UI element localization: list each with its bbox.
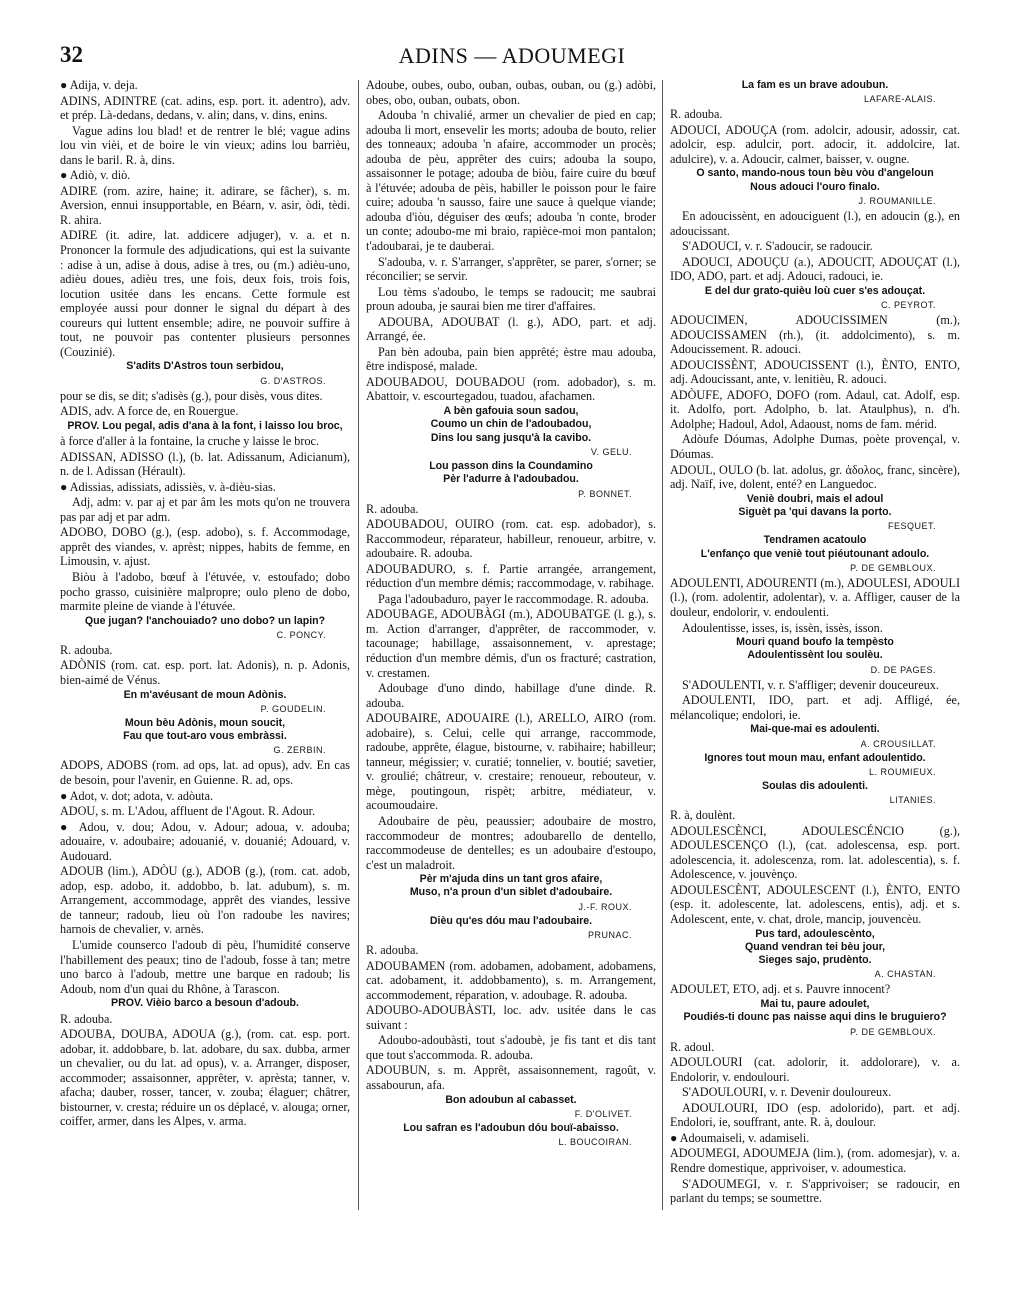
quotation <box>60 717 350 744</box>
dictionary-entry: R. adouba. <box>60 642 113 657</box>
quotation-source: P. DE GEMBLOUX. <box>850 1026 936 1037</box>
quotation-source: P. GOUDELIN. <box>260 703 326 714</box>
quotation-source: V. GELU. <box>590 446 632 457</box>
dictionary-entry: ADOUBA, DOUBA, ADOUA (g.), (rom. cat. esp. port. adobar, it. addobbare, b. lat. adobare, du sax. dubba, armer un chevalier, ou du lat. ad opus), v. a. Arranger, disposer, accommoder; assaisonner, apprêter, v. aprèsta; tanner, v. afacha; dauber, rosser, tancer, v. zouba; élaguer; châtrer, bistourner, v. cresta; réduire un os déplacé, v. alouga; orner, coiffer, armer, dans les Alpes, v. arma. <box>60 1027 350 1129</box>
dictionary-entry: R. à, doulènt. <box>670 808 736 823</box>
column-left <box>60 78 350 1293</box>
quotation <box>670 534 960 561</box>
quotation <box>670 780 960 793</box>
dictionary-entry: R. adouba. <box>366 943 419 958</box>
quotation-source: LAFARE-ALAIS. <box>863 94 936 105</box>
quotation-line: Mai tu, paure adoulet, <box>760 997 870 1010</box>
quotation-source: LITANIES. <box>889 795 936 806</box>
dictionary-entry: ADOULENTI, ADOURENTI (m.), ADOULESI, ADOULI (l.), (rom. adolentir, adolentar), v. a. Affliger, causer de la douleur, endolorir, v. endoulenti. <box>670 575 960 619</box>
quotation-line: Veniè doubri, mais el adoul <box>746 492 884 505</box>
quotation-source: C. PEYROT. <box>880 300 936 311</box>
dictionary-entry: Adouba 'n chivalié, armer un chevalier de pied en cap; adouba li mort, ensevelir les morts; adouba de bouto, relier des tonneaux; adouba 'n afaire, accommoder un procès; adouba de pèu, apprêter des cuirs; adouba la soupo, assaisonner le potage; adouba de biòu, faire cuire du bœuf à l'étuvée; adouba de pèis, habiller le poisson pour le faire cuire; adouba 'n sausso, faire une sauce à quelque viande; adouba d'iòu, déguiser des œufs; adouba 'n conte, broder un conte; adoubo-me mi braio, rapièce-moi mon pantalon; t'adoubarai, je te dauberai. <box>366 108 656 254</box>
dictionary-entry: ADOUBAMEN (rom. adobamen, adobament, adobamens, cat. adobament, it. addobbamento), s. m. Arrangement, accommodement, réparation, v. adoubage. R. adouba. <box>366 958 656 1002</box>
dictionary-entry: R. adouba. <box>60 1011 113 1026</box>
dictionary-entry: L'umide counserco l'adoub di pèu, l'humidité conserve l'habillement des peaux; tino de l'adoub, fosse à tan; metre uno barco à l'adoub, mettre une barque en radoub; lis Adoub, nom d'un quai du Rhône, à Tarascon. <box>60 938 350 996</box>
quotation-source: A. CHASTAN. <box>874 969 936 980</box>
dictionary-entry: Lou tèms s'adoubo, le temps se radoucit; me saubrai proun adouba, je saurai bien me tirer d'affaires. <box>366 284 656 314</box>
dictionary-entry: ADIS, adv. A force de, en Rouergue. <box>60 404 239 419</box>
quotation-line: Coumo un chin de l'adoubadou, <box>430 418 592 431</box>
quotation-source: G. ZERBIN. <box>273 745 326 756</box>
quotation <box>366 873 656 900</box>
quotation-line: Moun bèu Adònis, moun soucit, <box>124 716 286 729</box>
dictionary-entry: ADOULOURI, IDO (esp. adolorido), part. et adj. Endolori, ie, souffrant, ante. R. à, doulour. <box>670 1100 960 1130</box>
dictionary-entry: ADOUBO-ADOUBÀSTI, loc. adv. usitée dans le cas suivant : <box>366 1003 656 1032</box>
quotation-line: Nous adouci l'ouro finalo. <box>750 180 880 193</box>
dictionary-entry: Adòufe Dóumas, Adolphe Dumas, poète provençal, v. Dóumas. <box>670 432 960 462</box>
quotation-line: Sieges sajo, prudènto. <box>758 954 872 967</box>
dictionary-entry: ● Adot, v. dot; adota, v. adòuta. <box>60 788 214 803</box>
quotation-line: PROV. Lou pegal, adis d'ana à la font, i laisso lou broc, <box>67 419 343 432</box>
quotation-line: PROV. Vièio barco a besoun d'adoub. <box>111 997 299 1010</box>
quotation-source: L. BOUCOIRAN. <box>558 1137 632 1148</box>
quotation-source: L. ROUMIEUX. <box>868 766 936 777</box>
page-header <box>60 42 964 72</box>
dictionary-entry: Adoubaire de pèu, peaussier; adoubaire de mostro, raccommodeur de montres; adoubarello de dentello, raccommodeuse de dentelles; es un adoubaire d'estoupo, c'est un maladroit. <box>366 814 656 872</box>
dictionary-entry: Vague adins lou blad! et de rentrer le blé; vague adins lou vin vièi, et de boire le vin vieux; adins lou barrièu, dans le baril. R. à, dins. <box>60 123 350 167</box>
quotation <box>60 689 350 702</box>
quotation <box>670 493 960 520</box>
quotation <box>366 460 656 487</box>
quotation-line: Poudiés-ti dounc pas naisse aqui dins le bruguiero? <box>683 1011 947 1024</box>
dictionary-entry: ADOUBAIRE, ADOUAIRE (l.), ARELLO, AIRO (rom. adobaire), s. Celui, celle qui arrange, raccommode, radoube, apprête, élague, bistourne, v. rabihaire; habilleur; tanneur, mégissier; v. curatié; tonnelier, v. boutié; savetier, v. groulié; châtreur, v. crestaire; renoueur, rebouteur, v. mège, poutingoun, rispèt; arbitre, médiateur, v. acoumoudaire. <box>366 711 656 813</box>
dictionary-entry: ADOULENTI, IDO, part. et adj. Affligé, ée, mélancolique; endolori, ie. <box>670 693 960 722</box>
quotation-line: Quand vendran tei bèu jour, <box>744 940 886 953</box>
dictionary-entry: ADOUBAGE, ADOUBÀGI (m.), ADOUBATGE (l. g.), s. m. Action d'arranger, d'apprêter, de raccommoder, v. tacounage; habillage, assaisonnement, v. aprestage; réduction d'un membre démis, d'un os fracturé; castration, v. crestamen. <box>366 607 656 680</box>
dictionary-entry: Adoubo-adoubàsti, tout s'adoubè, je fis tant et dis tant que tout s'accommoda. R. adouba. <box>366 1033 656 1062</box>
quotation-line: Soulas dis adoulenti. <box>762 779 868 792</box>
quotation-source: G. D'ASTROS. <box>260 375 326 386</box>
quotation <box>60 997 350 1010</box>
dictionary-entry: Adoube, oubes, oubo, ouban, oubas, ouban, ou (g.) adòbi, obes, obo, ouban, oubats, obon. <box>366 78 656 107</box>
dictionary-entry: Biòu à l'adobo, bœuf à l'étuvée, v. estoufado; dobo pocho grasso, cuisinière malpropre; oulo pleno de dobo, marmite pleine de viande à l'étuvée. <box>60 570 350 614</box>
quotation <box>366 1094 656 1107</box>
quotation-line: A bèn gafouia soun sadou, <box>443 405 579 418</box>
page-number: 32 <box>60 42 83 67</box>
dictionary-entry: Adoubage d'uno dindo, habillage d'une dinde. R. adouba. <box>366 681 656 710</box>
dictionary-entry: Adj, adm: v. par aj et par âm les mots qu'on ne trouvera pas par adj et par adm. <box>60 495 350 524</box>
quotation <box>670 998 960 1025</box>
quotation-line: Pus tard, adoulescènto, <box>755 927 875 940</box>
quotation-line: Muso, n'a proun d'un siblet d'adoubaire. <box>409 886 613 899</box>
quotation-line: Dins lou sang jusqu'à la cavibo. <box>430 431 592 444</box>
quotation <box>60 615 350 628</box>
dictionary-entry: ADISSAN, ADISSO (l.), (b. lat. Adissanum, Adicianum), n. de l. Adissan (Hérault). <box>60 449 350 479</box>
quotation-source: C. PONCY. <box>276 629 326 640</box>
quotation-line: Mai-que-mai es adoulenti. <box>750 723 880 736</box>
quotation-line: O santo, mando-nous toun bèu vòu d'angeloun <box>696 167 934 180</box>
dictionary-entry: à force d'aller à la fontaine, la cruche y laisse le broc. <box>60 434 320 449</box>
quotation <box>366 915 656 928</box>
dictionary-entry: ADÒUFE, ADOFO, DOFO (rom. Adaul, cat. Adolf, esp. it. Adolfo, port. Adolpho, b. lat. Ataulphus), n. d'h. Adolphe; Hadoul, Adol, Adaoust, noms de fam. mérid. <box>670 387 960 431</box>
dictionary-entry: ADOUBADOU, OUIRO (rom. cat. esp. adobador), s. Raccommodeur, réparateur, habilleur, renoueur, arbitre, v. adoubaire. R. adouba. <box>366 517 656 561</box>
quotation-line: Pèr l'adurre à l'adoubadou. <box>443 473 579 486</box>
dictionary-entry: ADOULESCÈNCI, ADOULESCÉNCIO (g.), ADOULESCENÇO (l.), (cat. adolescensa, esp. port. adolescencia, it. adolescenza, rom. lat. adolescentia), s. f. Adolescence, v. jouvènço. <box>670 823 960 882</box>
quotation-source: F. D'OLIVET. <box>574 1108 632 1119</box>
column-middle <box>366 78 656 1293</box>
dictionary-entry: ADOULET, ETO, adj. et s. Pauvre innocent? <box>670 982 891 997</box>
dictionary-entry: S'ADOULOURI, v. r. Devenir douloureux. <box>682 1085 892 1100</box>
dictionary-entry: S'adouba, v. r. S'arranger, s'apprêter, se parer, s'orner; se réconcilier; se servir. <box>366 254 656 284</box>
quotation-line: Fau que tout-aro vous embràssi. <box>123 730 287 743</box>
quotation-source: PRUNAC. <box>587 930 632 941</box>
dictionary-entry: ADOUB (lim.), ADÒU (g.), ADOB (g.), (rom. cat. adob, adop, esp. adobo, it. addobbo, b. lat. adubum), s. m. Arrangement, accommodage, apprêt des viandes, lessive de tanneur; radoub, lieu où l'on radoube les navires; harnois de chevalier, v. arnès. <box>60 864 350 937</box>
dictionary-entry: ADIRE (rom. azire, haine; it. adirare, se fâcher), s. m. Aversion, ennui insupportable, en Béarn, v. asir, òdi, tèdi. R. ahira. <box>60 183 350 227</box>
quotation-line: Dièu qu'es dóu mau l'adoubaire. <box>429 914 593 927</box>
dictionary-entry: ADOULESCÈNT, ADOULESCENT (l.), ÈNTO, ENTO (esp. it. adolescente, lat. adolescens, entis), adj. et s. Adolescent, ente, v. chat, drole, mancip, jouvencèu. <box>670 882 960 926</box>
quotation-line: Tendramen acatoulo <box>763 534 867 547</box>
column-rule <box>358 80 359 1210</box>
quotation-line: Que jugan? l'anchouiado? uno dobo? un lapin? <box>84 614 326 627</box>
quotation <box>60 360 350 373</box>
dictionary-entry: ADOUBA, ADOUBAT (l. g.), ADO, part. et adj. Arrangé, ée. <box>366 314 656 344</box>
quotation-line: Pèr m'ajuda dins un tant gros afaire, <box>419 873 603 886</box>
quotation-source: J. ROUMANILLE. <box>858 196 936 207</box>
quotation <box>366 1122 656 1135</box>
dictionary-entry: ADOUCI, ADOUÇA (rom. adolcir, adousir, adossir, cat. adolcir, esp. adulcir, port. adocir, it. addolcire, lat. adulcire), v. a. Adoucir, calmer, baisser, v. ougne. <box>670 122 960 166</box>
dictionary-entry: S'ADOUMEGI, v. r. S'apprivoiser; se radoucir, en parlant du temps; se soumettre. <box>670 1176 960 1206</box>
dictionary-entry: Paga l'adoubaduro, payer le raccommodage. R. adouba. <box>378 591 649 606</box>
quotation-source: FESQUET. <box>887 521 936 532</box>
quotation <box>670 636 960 663</box>
quotation-line: Siguèt pa 'qui davans la porto. <box>738 505 892 518</box>
quotation-line: La fam es un brave adoubun. <box>741 79 889 91</box>
dictionary-entry: ADOUCI, ADOUÇU (a.), ADOUCIT, ADOUÇAT (l.), IDO, ADO, part. et adj. Adouci, radouci, ie. <box>670 254 960 284</box>
quotation <box>670 285 960 298</box>
dictionary-entry: ADOUCIMEN, ADOUCISSIMEN (m.), ADOUCISSAMEN (rh.), (it. addolcimento), s. m. Adoucissement. R. adouci. <box>670 313 960 357</box>
quotation-line: Lou safran es l'adoubun dóu bouï-abaisso. <box>403 1121 619 1134</box>
dictionary-entry: ADOULOURI (cat. adolorir, it. addolorare), v. a. Endolorir, v. endoulouri. <box>670 1055 960 1084</box>
column-rule <box>662 80 663 1210</box>
quotation-source: D. DE PAGES. <box>870 664 936 675</box>
quotation <box>670 752 960 765</box>
quotation-source: J.-F. ROUX. <box>578 901 632 912</box>
dictionary-entry: ● Adoumaiseli, v. adamiseli. <box>670 1130 810 1145</box>
quotation-line: Lou passon dins la Coundamino <box>429 459 593 472</box>
quotation-line: L'enfanço que veniè tout piéutounant adoulo. <box>700 547 930 560</box>
dictionary-entry: ADOU, s. m. L'Adou, affluent de l'Agout. R. Adour. <box>60 804 316 819</box>
dictionary-entry: R. adoul. <box>670 1039 715 1054</box>
dictionary-entry: ● Adiò, v. diò. <box>60 168 131 183</box>
dictionary-entry: S'ADOULENTI, v. r. S'affliger; devenir douceureux. <box>682 677 939 692</box>
quotation-line: Mouri quand boufo la tempèsto <box>736 636 894 649</box>
dictionary-entry: ● Adou, v. dou; Adou, v. Adour; adoua, v. adouba; adouaire, v. adoubaire; adouanié, v. douanié; Adouard, v. Audouard. <box>60 819 350 863</box>
dictionary-entry: Pan bèn adouba, pain bien apprêté; èstre mau adouba, être indisposé, malade. <box>366 344 656 374</box>
quotation-line: Bon adoubun al cabasset. <box>445 1093 577 1106</box>
quotation-line: E del dur grato-quièu loù cuer s'es adouçat. <box>704 284 926 297</box>
quotation-source: A. CROUSILLAT. <box>860 738 936 749</box>
quotation-line: Ignores tout moun mau, enfant adoulentido. <box>704 751 926 764</box>
quotation-source: P. BONNET. <box>578 488 632 499</box>
dictionary-entry: ADOBO, DOBO (g.), (esp. adobo), s. f. Accommodage, apprêt des viandes, v. aprèst; nippes, habits de femme, en Limousin, v. ajust. <box>60 525 350 569</box>
quotation-line: En m'avéusant de moun Adònis. <box>123 688 287 701</box>
dictionary-entry: ADOUBADOU, DOUBADOU (rom. adobador), s. m. Abattoir, v. escourtegadou, tuadou, afachamen. <box>366 374 656 404</box>
quotation-line: Adoulentissènt lou soulèu. <box>747 649 883 662</box>
dictionary-entry: R. adouba. <box>670 107 723 122</box>
dictionary-entry: En adoucissènt, en adouciguent (l.), en adoucin (g.), en adoucissant. <box>670 209 960 238</box>
quotation <box>670 167 960 194</box>
dictionary-entry: pour se dis, se dit; s'adisès (g.), pour disès, vous dites. <box>60 388 323 403</box>
quotation <box>60 420 350 433</box>
dictionary-entry: ADOUMEGI, ADOUMEJA (lim.), (rom. adomesjar), v. a. Rendre domestique, apprivoiser, v. adoumestica. <box>670 1146 960 1175</box>
dictionary-entry: S'ADOUCI, v. r. S'adoucir, se radoucir. <box>682 239 873 254</box>
dictionary-entry: ADOUBUN, s. m. Apprêt, assaisonnement, ragoût, v. assabourun, afa. <box>366 1063 656 1092</box>
dictionary-entry: R. adouba. <box>366 501 419 516</box>
quotation <box>670 723 960 736</box>
dictionary-entry: ADOUBADURO, s. f. Partie arrangée, arrangement, réduction d'un membre démis; raccommodage, v. rabihage. <box>366 561 656 591</box>
quotation-line: S'adits D'Astros toun serbidou, <box>126 360 284 373</box>
dictionary-entry: ADOPS, ADOBS (rom. ad ops, lat. ad opus), adv. En cas de besoin, pour l'avenir, en Guienne. R. ad, ops. <box>60 758 350 788</box>
dictionary-entry: ADOUL, OULO (b. lat. adolus, gr. ἀδολος, franc, sincère), adj. Naïf, ive, dolent, enté? en Languedoc. <box>670 462 960 492</box>
dictionary-entry: ADÒNIS (rom. cat. esp. port. lat. Adonis), n. p. Adonis, bien-aimé de Vénus. <box>60 658 350 688</box>
quotation-source: P. DE GEMBLOUX. <box>850 562 936 573</box>
quotation <box>366 405 656 445</box>
dictionary-entry: ADINS, ADINTRE (cat. adins, esp. port. it. adentro), adv. et prép. Là-dedans, dedans, v. alin; dans, v. dins, enins. <box>60 93 350 123</box>
dictionary-entry: Adoulentisse, isses, is, issèn, issès, isson. <box>682 620 883 635</box>
dictionary-entry: ADOUCISSÈNT, ADOUCISSENT (l.), ÈNTO, ENTO, adj. Adoucissant, ante, v. lenitièu, R. adouci. <box>670 357 960 387</box>
quotation <box>670 79 960 92</box>
dictionary-entry: ● Adija, v. deja. <box>60 78 138 92</box>
quotation <box>670 928 960 968</box>
column-right <box>670 78 960 1293</box>
dictionary-entry: ADIRE (it. adire, lat. addicere adjuger), v. a. et n. Prononcer la formule des adjudications, qui est la suivante : adise à un, adise à dous, adise à tres, ou (m.) adièu-uno, adièu doues, adièu tres, une fois, deux fois, trois fois, locution usitée dans les encans. Cette formule est employée aussi pour donner le signal du départ à des coureurs qui luttent ensemble; adire, ne pouvoir suffire à tout, ne pouvoir pas contenter plusieurs personnes (Couzinié). <box>60 228 350 359</box>
running-head: ADINS — ADOUMEGI <box>398 43 626 68</box>
dictionary-entry: ● Adissias, adissiats, adissiès, v. à-dièu-sias. <box>60 479 276 494</box>
